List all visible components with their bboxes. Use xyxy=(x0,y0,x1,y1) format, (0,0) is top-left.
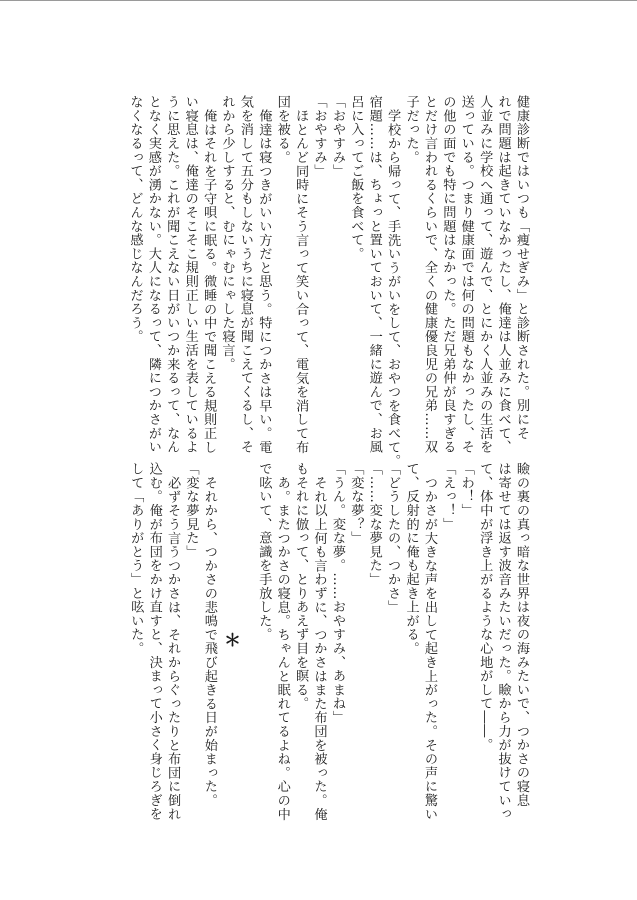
text-line: ほとんど同時にそう言って笑い合って、電気を消して布 xyxy=(293,108,309,454)
text-line: れで問題は起きていなかったし、俺達は人並みに食べて、 xyxy=(495,95,511,454)
text-line: 気を消して五分もしないうちに寝息が聞こえてくるし、そ xyxy=(237,95,253,454)
text-line: 団を被る。 xyxy=(274,95,290,164)
text-line: それから、つかさの悲鳴で飛び起きる日が始まった。 xyxy=(201,475,217,807)
text-line: 学校から帰って、手洗いうがいをして、おやつを食べて。 xyxy=(385,108,401,468)
upper-text-column xyxy=(110,95,530,470)
text-line: 俺はそれを子守唄に眠る。微睡の中で聞こえる規則正し xyxy=(201,108,217,454)
text-line: となく実感が湧かない。大人になるって、隣につかさがい xyxy=(145,95,161,454)
text-line: とだけ言われるくらいで、全くの健康優良児の兄弟……双 xyxy=(421,95,437,454)
text-line: 宿題……は、ちょっと置いておいて、一緒に遊んで、お風 xyxy=(366,95,382,454)
text-line: て、体中が浮き上がるような心地がして――。 xyxy=(477,462,493,752)
text-line: なくなるって、どんな感じなんだろう。 xyxy=(127,95,143,344)
text-line: して「ありがとう」と呟いた。 xyxy=(128,462,144,656)
text-line: 「……変な夢見た」 xyxy=(366,462,382,587)
top-border xyxy=(0,0,637,1)
text-line: 「変な夢見た」 xyxy=(183,462,199,559)
text-line: は寄せては返す波音みたいだった。瞼から力が抜けていっ xyxy=(495,462,511,821)
text-line: て、反射的に俺も起き上がる。 xyxy=(403,462,419,656)
text-line: 健康診断ではいつも「痩せぎみ」と診断された。別にそ xyxy=(514,95,529,440)
text-line: の他の面でも特に問題はなかった。ただ兄弟仲が良すぎる xyxy=(440,95,456,454)
text-line: 込む。俺が布団をかけ直すと、決まって小さく身じろぎを xyxy=(146,462,162,821)
text-line: 「わ！」 xyxy=(458,462,474,518)
text-line: 「おやすみ」 xyxy=(329,95,345,178)
text-line: れから少しすると、むにゃむにゃした寝言。 xyxy=(219,95,235,371)
text-line: 「おやすみ」 xyxy=(311,95,327,178)
text-line: 「変な夢？」 xyxy=(348,462,364,545)
text-line: い寝息は、俺達のそこそこ規則正しい生活を表しているよ xyxy=(182,95,198,454)
text-line: 「えっ！」 xyxy=(440,462,456,531)
text-line: それ以上何も言わずに、つかさはまた布団を被った。俺 xyxy=(311,475,327,821)
text-line: もそれに倣って、とりあえず目を瞑る。 xyxy=(293,462,309,711)
text-line: 人並みに学校へ通って、遊んで、とにかく人並みの生活を xyxy=(477,95,493,454)
lower-text-column xyxy=(110,462,530,822)
text-line: 呂に入ってご飯を食べて。 xyxy=(348,95,364,261)
text-line: あ。またつかさの寝息。ちゃんと眠れてるよね。心の中 xyxy=(274,475,290,821)
text-line: 送っている。つまり健康面では何の問題もなかったし、そ xyxy=(458,95,474,454)
scene-break-asterisk: ＊ xyxy=(224,631,241,651)
text-line: で呟いて、意識を手放した。 xyxy=(256,462,272,642)
text-line: うに思えた。これが聞こえない日がいつか来るって、なん xyxy=(164,95,180,454)
text-line: 俺達は寝つきがいい方だと思う。特につかさは早い。電 xyxy=(256,108,272,454)
text-line: 瞼の裏の真っ暗な世界は夜の海みたいで、つかさの寝息 xyxy=(514,462,529,807)
text-line: 「うん。変な夢。……おやすみ、あまね」 xyxy=(329,462,345,725)
text-line: 子だった。 xyxy=(403,95,419,164)
text-line: つかさが大きな声を出して起き上がった。その声に驚い xyxy=(421,475,437,821)
text-line: 「どうしたの、つかさ」 xyxy=(385,462,401,614)
text-line: 必ずそう言うつかさは、それからぐったりと布団に倒れ xyxy=(165,475,181,821)
